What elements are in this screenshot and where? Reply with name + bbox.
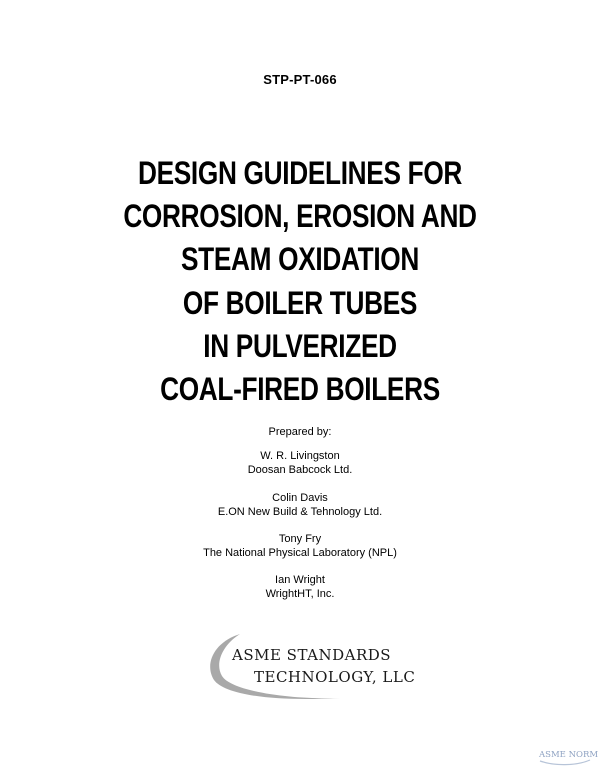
- author-affiliation: WrightHT, Inc.: [265, 587, 335, 600]
- logo-swoosh: [210, 634, 340, 699]
- author-4: [0, 574, 600, 601]
- watermark-text: ASME NORM: [539, 750, 599, 760]
- title-line-3: STEAM OXIDATION: [180, 241, 420, 278]
- logo-line-1: ASME STANDARDS: [232, 646, 392, 664]
- author-2: [0, 492, 600, 519]
- author-name: Ian Wright: [275, 574, 325, 586]
- author-affiliation: E.ON New Build & Tehnology Ltd.: [217, 505, 383, 518]
- title-line-4: OF BOILER TUBES: [182, 284, 418, 321]
- author-name: Tony Fry: [278, 533, 322, 545]
- watermark: [536, 745, 599, 767]
- author-name: W. R. Livingston: [260, 450, 340, 462]
- watermark-swoosh: [540, 760, 590, 765]
- author-affiliation: Doosan Babcock Ltd.: [247, 463, 353, 476]
- title-line-2: CORROSION, EROSION AND: [123, 198, 477, 235]
- author-affiliation: The National Physical Laboratory (NPL): [203, 546, 397, 559]
- author-name: Colin Davis: [272, 492, 328, 504]
- title-line-1: DESIGN GUIDELINES FOR: [137, 155, 463, 191]
- title-line-5: IN PULVERIZED: [203, 327, 397, 364]
- report-number: STP-PT-066: [263, 72, 337, 87]
- document-title: [0, 152, 600, 411]
- title-line-6: COAL-FIRED BOILERS: [160, 371, 440, 408]
- logo-line-2: TECHNOLOGY, LLC: [254, 668, 416, 686]
- asme-stl-logo: [200, 628, 416, 704]
- prepared-by-label: Prepared by:: [268, 426, 332, 438]
- author-1: [0, 450, 600, 477]
- author-3: [0, 533, 600, 560]
